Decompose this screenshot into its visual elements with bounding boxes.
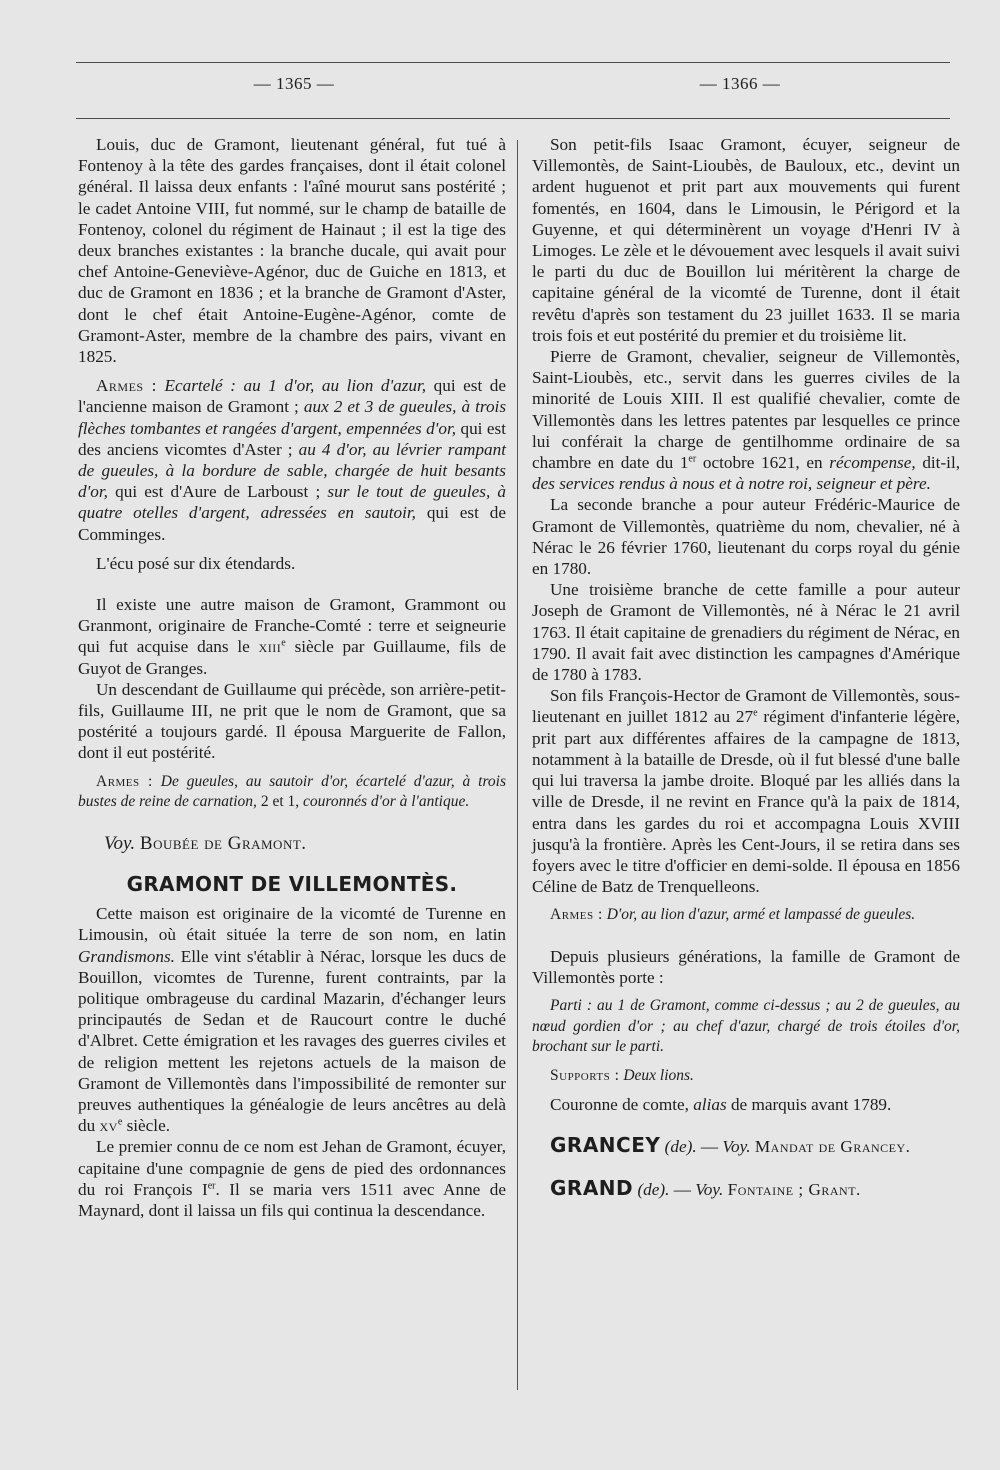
armes-label: Armes : bbox=[96, 772, 153, 790]
text: Il existe une autre maison de Gramont, Grammont ou Granmont, originaire de Franche-Comté : terre et seigneurie qui fut acquise dans le bbox=[78, 595, 506, 657]
page-number-right: — 1366 — bbox=[699, 74, 781, 93]
armes-text: couronnés d'or à l'antique. bbox=[303, 793, 470, 811]
header-rule bbox=[76, 118, 950, 119]
voy-word: Voy. bbox=[695, 1179, 724, 1199]
text: octobre 1621, en bbox=[702, 453, 823, 473]
entry-particle: (de). bbox=[664, 1137, 697, 1157]
italic-text: alias bbox=[693, 1095, 727, 1115]
voy-ref: Mandat de Grancey. bbox=[754, 1137, 911, 1157]
section-heading: GRAMONT DE VILLEMONTÈS. bbox=[126, 871, 458, 896]
entry-title: GRAND bbox=[550, 1175, 634, 1200]
paragraph-troisieme-branche: Une troisième branche de cette famille a pour auteur Joseph de Gramont de Villemontès, né à Nérac le 21 avril 1763. Il était capitaine de grenadiers du régiment de Nérac, en 1790. Il avait fait avec distinction les campagnes d'Amérique de 1780 à 1783. bbox=[532, 580, 960, 685]
right-column bbox=[532, 134, 960, 1200]
armes-text: qui est de l'ancienne maison de Gramont ; bbox=[78, 376, 507, 417]
paragraph-descendant: Un descendant de Guillaume qui précède, son arrière-petit-fils, Guillaume III, ne prit que le nom de Gramont, que sa postérité a toujours gardé. Il épousa Marguerite de Fallon, dont il eut postérité. bbox=[78, 679, 506, 763]
armes-text: aux 2 et 3 de gueules, à trois flèches tombantes et rangées d'argent, empennées d'or, bbox=[78, 397, 507, 438]
entry-grancey bbox=[532, 1135, 960, 1157]
superscript: e bbox=[117, 1116, 123, 1128]
armes-text: sur le tout de gueules, à quatre otelles d'argent, adressées en sautoir, bbox=[78, 482, 507, 523]
voy-word: Voy. bbox=[104, 832, 136, 854]
armes-text: qui est des anciens vicomtes d'Aster ; bbox=[78, 418, 506, 459]
supports bbox=[532, 1066, 960, 1087]
armes-text: au 4 d'or, au lévrier rampant de gueules, à la bordure de sable, chargée de huit besants d'or, bbox=[78, 439, 507, 502]
century: xv bbox=[99, 1116, 118, 1136]
paragraph-depuis: Depuis plusieurs générations, la famille de Gramont de Villemontès porte : bbox=[532, 946, 960, 988]
voy-ref: Fontaine ; Grant. bbox=[727, 1179, 861, 1199]
text: Pierre de Gramont, chevalier, seigneur de Villemontès, Saint-Lioubès, etc., servit dans les guerres civiles de la minorité de Louis XIII. Il est qualifié chevalier, comte de Villemontès dans les lettres patentes par lesquelles ce prince lui conférait la charge de gentilhomme ordinaire de sa chambre en date du 1 bbox=[532, 347, 960, 473]
paragraph-ecu: L'écu posé sur dix étendards. bbox=[96, 553, 296, 573]
paragraph-autre-maison bbox=[78, 594, 506, 679]
entry-title: GRANCEY bbox=[550, 1133, 661, 1158]
italic-text: récompense, bbox=[829, 453, 916, 473]
armes-gramont bbox=[78, 375, 506, 545]
paragraph-couronne bbox=[532, 1094, 960, 1115]
voy-reference bbox=[78, 833, 506, 854]
latin-name: Grandismons. bbox=[78, 946, 175, 966]
armes-label: Armes : bbox=[550, 906, 603, 924]
text: de marquis avant 1789. bbox=[730, 1095, 892, 1115]
text: Couronne de comte, bbox=[550, 1095, 689, 1115]
armes-label: Armes : bbox=[96, 376, 157, 396]
paragraph-louis: Louis, duc de Gramont, lieutenant général, fut tué à Fontenoy à la tête des gardes françaises, dont il était colonel général. Il laissa deux enfants : l'aîné mourut sans postérité ; le cadet Antoine VIII, fut nommé, sur le champ de bataille de Fontenoy, colonel du régiment de Hainaut ; il est la tige des deux branches existantes : la branche ducale, qui avait pour chef Antoine-Geneviève-Agénor, duc de Guiche en 1813, et duc de Gramont en 1836 ; et la branche de Gramont d'Aster, dont le chef était Antoine-Eugène-Agénor, comte de Gramont-Aster, membre de la chambre des pairs, vivant en 1825. bbox=[78, 135, 506, 367]
armes-text: D'or, au lion d'azur, armé et lampassé de gueules. bbox=[606, 906, 916, 924]
entry-grand bbox=[532, 1175, 960, 1200]
paragraph-origine bbox=[78, 903, 506, 1136]
page-number-left: — 1365 — bbox=[253, 74, 335, 93]
dash: — bbox=[673, 1179, 691, 1199]
text: dit-il, bbox=[922, 453, 961, 473]
text: régiment d'infanterie légère, prit part aux différentes affaires de la campagne de 1813, notamment à la bataille de Dresde, où il fut blessé d'une balle qui lui traversa la jambe droite. Bloqué par les alliés dans la ville de Dresde, il ne revint en France qu'à la paix de 1814, entra dans les gardes du roi et accompagna Louis XVIII jusqu'à la frontière. Après les Cent-Jours, il se retira dans ses foyers avec le titre d'officier en demi-solde. Il épousa en 1856 Céline de Batz de Trenquelleons. bbox=[532, 707, 961, 897]
parti-blazon bbox=[532, 996, 960, 1058]
parti-text: Parti : au 1 de Gramont, comme ci-dessus ; au 2 de gueules, au nœud gordien d'or ; au chef d'azur, chargé de trois étoiles d'or, brochant sur le parti. bbox=[532, 997, 960, 1056]
paragraph-seconde-branche: La seconde branche a pour auteur Frédéric-Maurice de Gramont de Villemontès, quatrième du nom, chevalier, né à Nérac le 26 février 1760, lieutenant du corps royal du génie en 1780. bbox=[532, 495, 960, 579]
paragraph-francois-hector bbox=[532, 685, 960, 897]
text: siècle par Guillaume, fils de Guyot de Granges. bbox=[78, 637, 506, 678]
paragraph-isaac: Son petit-fils Isaac Gramont, écuyer, seigneur de Villemontès, de Saint-Lioubès, de Bauloux, etc., devint un ardent huguenot et prit part aux mouvements qui furent fomentés, en 1604, dans le Limousin, le Périgord et la Guyenne, et qui déterminèrent un voyage d'Henri IV à Limoges. Le zèle et le dévouement avec lesquels il avait suivi le parti du duc de Bouillon lui méritèrent la charge de capitaine général de la vicomté de Turenne, dont il était revêtu d'après son testament du 23 juillet 1633. Il se maria trois fois et eut postérité du premier et du troisième lit. bbox=[532, 135, 960, 345]
armes-text: De gueules, au sautoir d'or, écartelé d'azur, à trois bustes de reine de carnation, bbox=[78, 772, 506, 811]
text: Cette maison est originaire de la vicomté de Turenne en Limousin, où était située la terre de son nom, en latin bbox=[78, 904, 506, 945]
text: siècle. bbox=[126, 1116, 171, 1136]
dash: — bbox=[700, 1137, 719, 1157]
armes-text: 2 et 1, bbox=[260, 793, 300, 811]
entry-particle: (de). bbox=[637, 1179, 670, 1199]
armes-text: Ecartelé : au 1 d'or, au lion d'azur, bbox=[164, 376, 427, 396]
text: Elle vint s'établir à Nérac, lorsque les ducs de Bouillon, vicomtes de Turenne, furent contraints, par la politique ombrageuse du cardinal Mazarin, d'échanger leurs principautés de Sedan et de Raucourt contre le duché d'Albret. Cette émigration et les ravages des guerres civiles et de religion mettent les rejetons actuels de la maison de Gramont de Villemontès dans l'impossibilité de remonter sur preuves authentiques la généalogie de leurs ancêtres au delà du bbox=[78, 946, 506, 1136]
voy-ref: Boubée de Gramont. bbox=[139, 832, 307, 854]
text: Le premier connu de ce nom est Jehan de Gramont, écuyer, capitaine d'une compagnie de gens de pied des ordonnances du roi François I bbox=[78, 1137, 506, 1199]
superscript: e bbox=[753, 707, 758, 719]
top-rule bbox=[76, 62, 950, 63]
armes-franche-comte bbox=[78, 772, 506, 813]
superscript: e bbox=[281, 637, 286, 649]
text: Son fils François-Hector de Gramont de Villemontès, sous-lieutenant en juillet 1812 au 27 bbox=[532, 686, 960, 727]
armes-text: qui est d'Aure de Larboust ; bbox=[115, 482, 321, 502]
supports-text: Deux lions. bbox=[623, 1066, 694, 1084]
voy-word: Voy. bbox=[722, 1137, 751, 1157]
century: xiii bbox=[258, 637, 282, 657]
armes-villemontes bbox=[532, 905, 960, 926]
column-divider bbox=[517, 140, 518, 1390]
paragraph-jehan bbox=[78, 1136, 506, 1221]
superscript: er bbox=[688, 453, 697, 465]
paragraph-pierre bbox=[532, 346, 960, 494]
supports-label: Supports : bbox=[550, 1066, 620, 1084]
armes-text: qui est de Comminges. bbox=[78, 503, 507, 544]
left-column bbox=[78, 134, 506, 1221]
superscript: er bbox=[207, 1180, 216, 1191]
italic-text: des services rendus à nous et à notre roi, seigneur et père. bbox=[532, 474, 931, 494]
text: . Il se maria vers 1511 avec Anne de Maynard, dont il laissa un fils qui continua la descendance. bbox=[78, 1179, 507, 1220]
